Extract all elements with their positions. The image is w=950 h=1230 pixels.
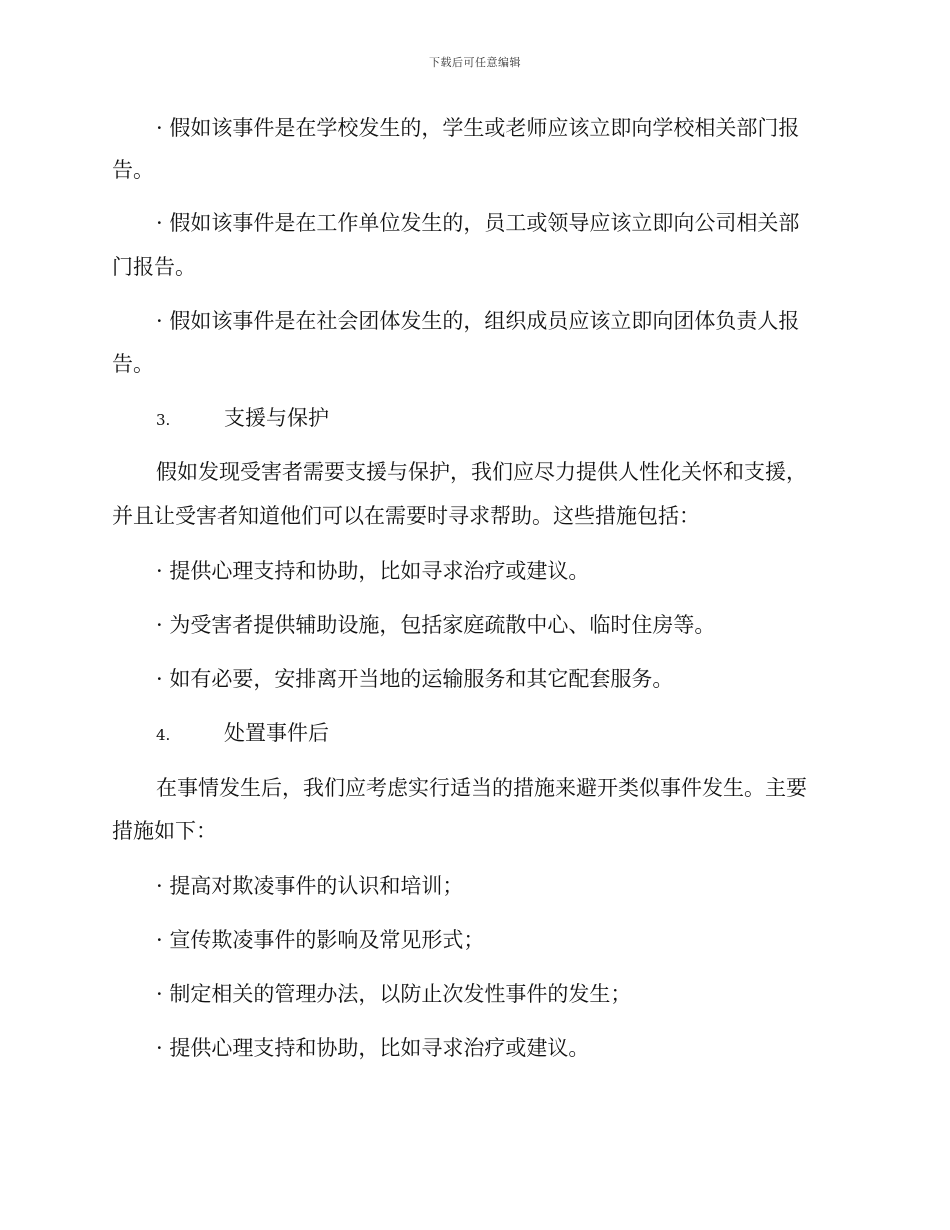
paragraph-aftermath-line2: 措施如下：: [112, 819, 217, 843]
paragraph-support-line2: 并且让受害者知道他们可以在需要时寻求帮助。这些措施包括：: [112, 504, 700, 528]
section-heading-support: [156, 403, 329, 435]
bullet-psych-support: · 提供心理支持和协助，比如寻求治疗或建议。: [156, 559, 590, 583]
section-title: 支援与保护: [224, 406, 329, 430]
section-number: 4.: [156, 726, 171, 744]
bullet-school-report-line1: · 假如该事件是在学校发生的，学生或老师应该立即向学校相关部门报: [156, 116, 800, 140]
bullet-psych-support-repeat: · 提供心理支持和协助，比如寻求治疗或建议。: [156, 1036, 590, 1060]
bullet-community-report-line1: · 假如该事件是在社会团体发生的，组织成员应该立即向团体负责人报: [156, 309, 800, 333]
bullet-workplace-report-line2: 门报告。: [112, 255, 196, 279]
bullet-publicity: · 宣传欺凌事件的影响及常见形式；: [156, 928, 485, 952]
page-header-note: 下载后可任意编辑: [429, 56, 521, 69]
bullet-workplace-report-line1: · 假如该事件是在工作单位发生的，员工或领导应该立即向公司相关部: [156, 211, 800, 235]
section-title: 处置事件后: [224, 721, 329, 745]
bullet-awareness-training: · 提高对欺凌事件的认识和培训；: [156, 874, 464, 898]
bullet-school-report-line2: 告。: [112, 158, 154, 182]
section-heading-aftermath: [156, 718, 329, 750]
bullet-management-rules: · 制定相关的管理办法，以防止次发性事件的发生；: [156, 982, 632, 1006]
bullet-transport: · 如有必要，安排离开当地的运输服务和其它配套服务。: [156, 667, 674, 691]
section-number: 3.: [156, 411, 171, 429]
paragraph-support-line1: 假如发现受害者需要支援与保护，我们应尽力提供人性化关怀和支援，: [156, 460, 807, 484]
paragraph-aftermath-line1: 在事情发生后，我们应考虑实行适当的措施来避开类似事件发生。主要: [156, 776, 807, 800]
bullet-facilities: · 为受害者提供辅助设施，包括家庭疏散中心、临时住房等。: [156, 613, 716, 637]
bullet-community-report-line2: 告。: [112, 352, 154, 376]
